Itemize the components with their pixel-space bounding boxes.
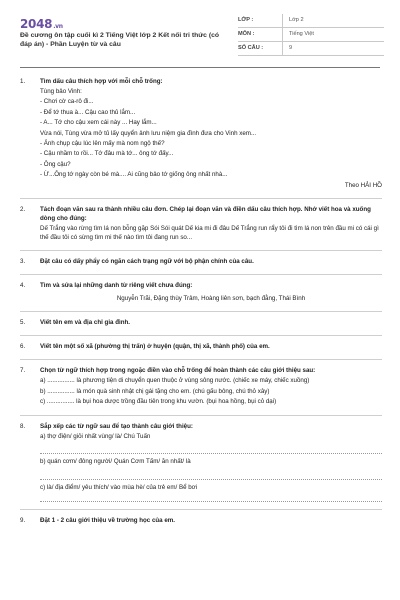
arrange-item: b) quán cơm/ đông người/ Quán Cơm Tấm/ ăn nhất/ là [40,458,191,466]
passage-line: - Cậu nhầm to rồi... Tớ đâu mà tớ... ông tớ đấy... [40,150,174,158]
question-title: Tách đoạn văn sau ra thành nhiều câu đơn. Chép lại đoạn văn và điền dấu câu thích hợp. Nhớ viết hoa và xuống dòng cho đúng: [40,205,371,222]
question-title: Sắp xếp các từ ngữ sau để tạo thành câu giới thiệu: [40,422,193,430]
question-divider [20,198,382,199]
question-number: 4. [20,282,26,290]
questions-list [20,78,382,526]
question-divider [20,415,382,416]
question-title: Chọn từ ngữ thích hợp trong ngoặc điền vào chỗ trống để hoàn thành các câu giới thiệu sau: [40,367,316,375]
question-number: 6. [20,343,26,351]
info-table [238,14,384,56]
question-title: Tìm và sửa lại những danh từ riêng viết chưa đúng: [40,282,193,290]
question-2 [20,206,382,244]
document-title: Đề cương ôn tập cuối kì 2 Tiếng Việt lớp 2 Kết nối tri thức (có đáp án) - Phần Luyện từ và câu [20,32,220,49]
passage-line: - Ảnh chụp cậu lúc lên mấy mà nom ngộ thế? [40,140,165,148]
info-label: SỐ CÂU : [238,42,283,55]
question-number: 3. [20,258,26,266]
question-5 [20,319,382,328]
question-divider [20,274,382,275]
info-row-class [238,14,384,28]
question-7 [20,367,382,407]
question-divider [20,509,382,510]
passage-line: - Ừ...Ông tớ ngày còn bé mà.... Ai cũng bảo tớ giống ông nhất nhà... [40,171,228,179]
answer-line [40,495,382,502]
answer-line [40,444,382,454]
question-title: Đặt câu có dấy phẩy có ngăn cách trạng ngữ với bộ phận chính của câu. [40,258,254,266]
question-number: 5. [20,319,26,327]
arrange-item: a) thợ điện/ giỏi nhất vùng/ là/ Chú Tuấn [40,432,151,440]
passage-line: Vừa nói, Tùng vừa mở tủ lấy quyển ảnh lưu niệm gia đình đưa cho Vinh xem... [40,129,257,137]
question-number: 9. [20,517,26,525]
question-number: 8. [20,422,26,430]
question-3 [20,258,382,267]
passage-line: - Để tớ thua à... Cậu cao thủ lắm... [40,108,136,116]
question-title: Viết tên một số xã (phường thị trấn) ở huyện (quận, thị xã, thành phố) của em. [40,343,270,351]
question-6 [20,343,382,352]
passage-line: Tùng bảo Vinh: [40,87,82,95]
question-title: Tìm dấu câu thích hợp với mỗi chỗ trống: [40,78,163,85]
question-divider [20,311,382,312]
question-9 [20,517,382,526]
info-value: 9 [289,45,293,52]
arrange-item: c) là/ địa điểm/ yêu thích/ vào mùa hè/ của trẻ em/ Bể bơi [40,483,198,491]
info-value: Tiếng Việt [289,31,314,38]
question-number: 7. [20,367,26,375]
passage-line: - Chơi cờ ca-rô đi... [40,98,94,106]
info-value: Lớp 2 [289,17,304,24]
question-divider [20,335,382,336]
question-passage [40,87,382,181]
logo-text: 2048 [20,17,53,31]
answer-line [40,470,382,480]
question-1 [20,78,382,191]
question-4 [20,282,382,304]
logo-suffix: .vn [53,23,63,30]
fill-in-item: c) ................ là bụi hoa dược trồng đầu tiên trong khu vườn. (bụi hoa hồng, bụi cỏ dại) [40,398,277,406]
question-8 [20,423,382,502]
passage-line: - Ông cậu? [40,160,71,168]
passage-author: Theo HẢI HỒ [344,181,382,189]
document-header [0,0,400,68]
question-number: 2. [20,205,26,213]
question-passage: Nguyễn Trãi, Đặng thùy Trâm, Hoàng liên sơn, bạch đằng, Thái Bình [116,295,306,303]
question-title: Viết tên em và địa chỉ gia đình. [40,319,130,327]
passage-line: - A... Tớ cho cậu xem cái này ... Hay lắm... [40,119,157,127]
header-divider [20,67,380,68]
info-label: LỚP : [238,14,283,27]
fill-in-item: a) ................ là phương tiện di chuyển quen thuộc ở vùng sông nước. (chiếc xe máy, chiếc xuồng) [40,377,310,385]
question-divider [20,359,382,360]
info-label: MÔN : [238,28,283,41]
question-number: 1. [20,78,26,85]
question-divider [20,250,382,251]
info-row-count [238,42,384,56]
question-title: Đặt 1 - 2 câu giới thiệu về trường học của em. [40,517,175,525]
question-passage: Dế Trắng vào rừng tìm lá non bỗng gặp Sói Sói quát Dế kia mi đi đâu Dế Trắng run rẩy tôi đi tìm lá non trên đầu mi có cái gì thế đầu tôi có sừng tìm mi thế nào tìm tôi đang run so... [40,224,379,242]
fill-in-item: b) ................ là món quà sinh nhật chị gái tặng cho em. (chú gấu bông, chú thỏ xây) [40,387,270,395]
info-row-subject [238,28,384,42]
